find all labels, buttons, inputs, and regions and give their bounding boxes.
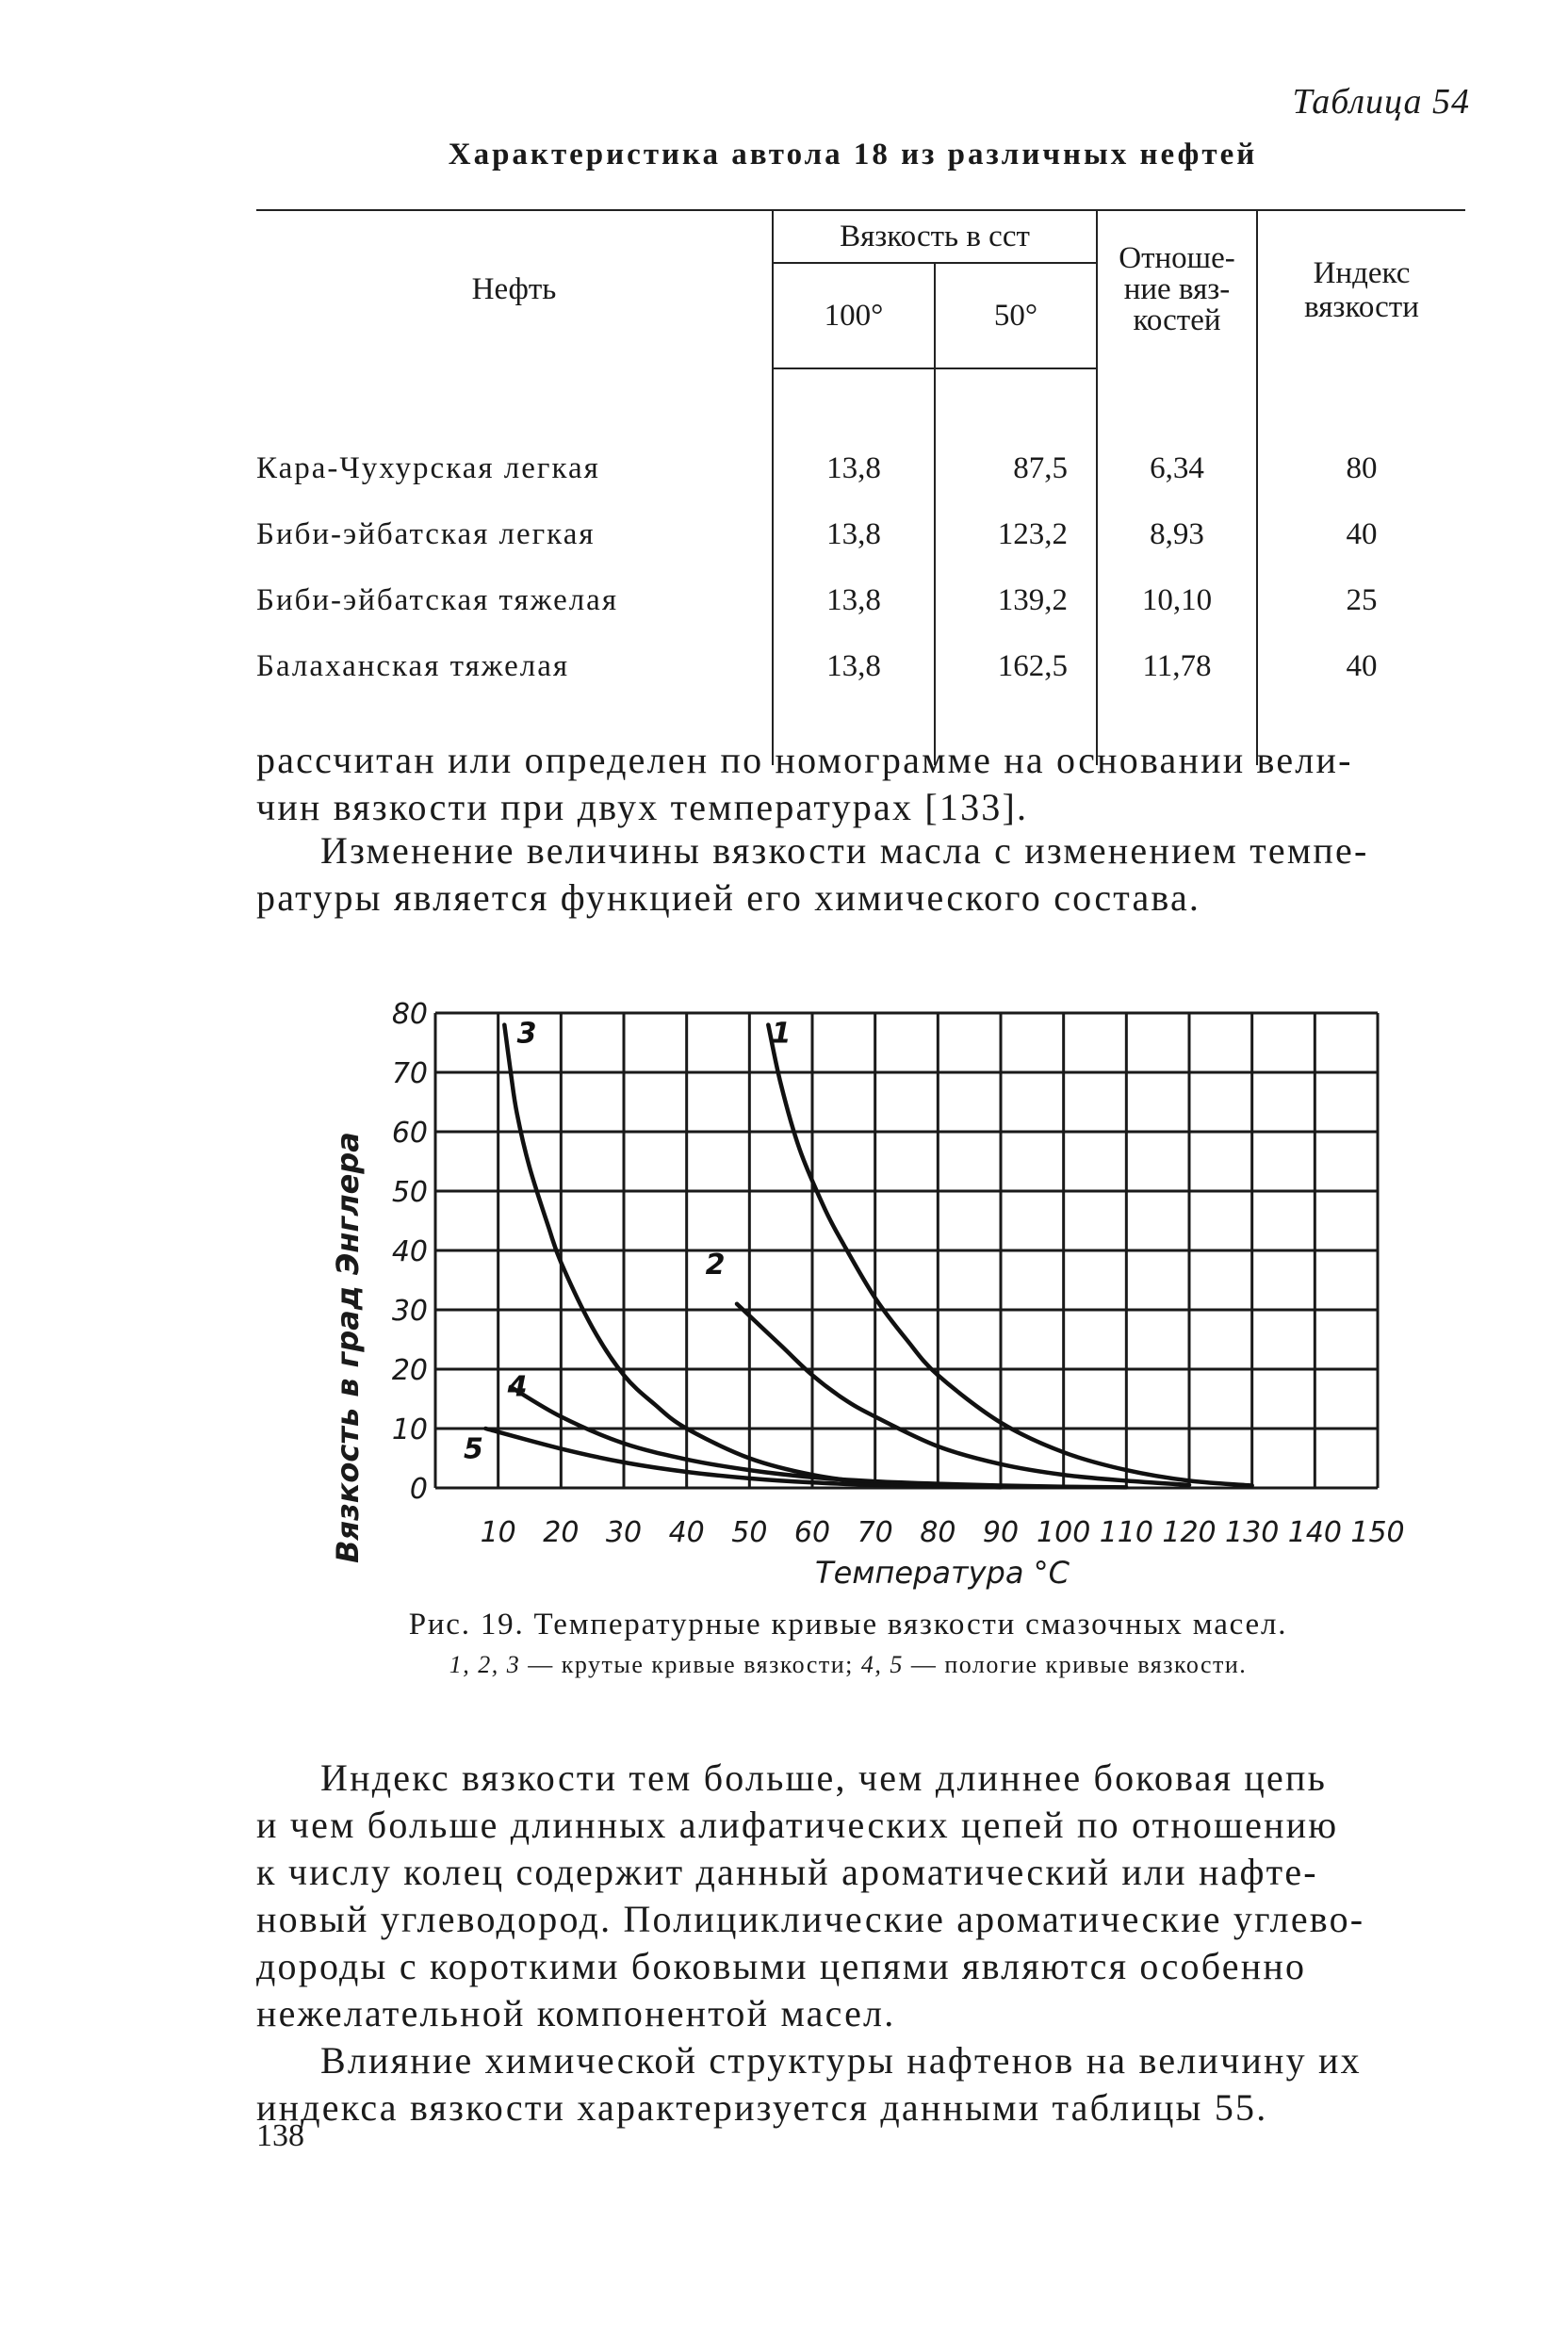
cell-index: 40 [1257,633,1465,699]
page-number: 138 [256,2118,304,2153]
table-row [256,567,1465,633]
y-tick-label: 40 [391,1235,428,1268]
series-label-1: 1 [771,1017,792,1051]
header-viscosity-index: Индекс вязкости [1257,210,1465,368]
cell-ratio: 10,10 [1097,567,1257,633]
cell-v100: 13,8 [773,567,935,633]
x-tick-label: 130 [1225,1516,1280,1549]
y-tick-label: 80 [391,998,428,1031]
chart-y-ticks [392,998,428,1506]
viscosity-table [256,209,1465,765]
y-tick-label: 30 [391,1295,428,1328]
table-row [256,633,1465,699]
x-axis-label: Температура °C [815,1555,1070,1591]
series-label-2: 2 [705,1249,726,1282]
y-tick-label: 0 [409,1473,428,1506]
x-tick-label: 140 [1287,1516,1342,1549]
x-tick-label: 70 [857,1516,893,1549]
x-tick-label: 40 [668,1516,705,1549]
cell-v100: 13,8 [773,633,935,699]
chart-grid [435,1013,1378,1488]
chart-x-ticks [481,1516,1405,1549]
figure-caption: Рис. 19. Температурные кривые вязкости смазочных масел. [408,1608,1288,1642]
x-tick-label: 60 [793,1516,831,1549]
x-tick-label: 100 [1037,1516,1091,1549]
cell-oil: Биби-эйбатская легкая [256,516,596,551]
series-label-3: 3 [516,1017,537,1051]
curve-1 [768,1025,1251,1486]
cell-index: 80 [1257,435,1465,501]
paragraph-3: Индекс вязкости тем больше, чем длиннее боковая цепь и чем больше длинных алифатических цепей по отношению к числу колец содержит данный ароматический или нафте- новый углеводород. Полициклические ароматические углево- дороды с короткими боковыми цепями являются особенно нежелательной компонентой масел. [256,1756,1365,2034]
cell-v50: 123,2 [935,501,1097,567]
viscosity-chart [320,980,1432,1602]
x-tick-label: 90 [982,1516,1020,1549]
x-tick-label: 10 [480,1516,516,1549]
cell-oil: Кара-Чухурская легкая [256,450,600,485]
cell-v100: 13,8 [773,435,935,501]
paragraph-2: Изменение величины вязкости масла с изменением темпе- ратуры является функцией его химического состава. [256,829,1369,919]
header-50: 50° [935,263,1097,368]
x-tick-label: 30 [605,1516,643,1549]
cell-v50: 162,5 [935,633,1097,699]
cell-v50: 139,2 [935,567,1097,633]
series-label-5: 5 [464,1432,483,1466]
cell-v100: 13,8 [773,501,935,567]
table-label: Таблица 54 [1292,82,1470,122]
cell-oil: Балаханская тяжелая [256,648,570,683]
cell-ratio: 11,78 [1097,633,1257,699]
x-tick-label: 20 [543,1516,580,1549]
x-tick-label: 120 [1162,1516,1217,1549]
x-tick-label: 80 [920,1516,956,1549]
cell-index: 25 [1257,567,1465,633]
figure-caption-legend: 1, 2, 3 — крутые кривые вязкости; 4, 5 — пологие кривые вязкости. [449,1651,1248,1678]
paragraph-4: Влияние химической структуры нафтенов на величину их индекса вязкости характеризуется данными таблицы 55. [256,2039,1362,2129]
cell-oil: Биби-эйбатская тяжелая [256,582,619,617]
y-tick-label: 60 [391,1117,428,1150]
y-tick-label: 20 [391,1354,428,1387]
header-viscosity-ratio: Отноше- ние вяз- костей [1097,210,1257,368]
series-label-4: 4 [507,1370,528,1404]
header-viscosity-group: Вязкость в сст [773,210,1097,263]
cell-index: 40 [1257,501,1465,567]
table-title: Характеристика автола 18 из различных нефтей [448,138,1258,172]
table-row [256,501,1465,567]
x-tick-label: 110 [1099,1516,1153,1549]
x-tick-label: 50 [731,1516,768,1549]
x-tick-label: 150 [1350,1516,1405,1549]
cell-ratio: 8,93 [1097,501,1257,567]
chart-curves [485,1025,1251,1488]
header-100: 100° [773,263,935,368]
table-row [256,435,1465,501]
paragraph-1: рассчитан или определен по номограмме на основании вели- чин вязкости при двух температурах [133]. [256,739,1353,828]
y-axis-label: Вязкость в град Энглера [330,1132,366,1563]
y-tick-label: 70 [391,1057,428,1090]
cell-ratio: 6,34 [1097,435,1257,501]
cell-v50: 87,5 [935,435,1097,501]
header-oil: Нефть [256,210,773,368]
y-tick-label: 50 [391,1176,428,1209]
y-tick-label: 10 [391,1413,428,1446]
